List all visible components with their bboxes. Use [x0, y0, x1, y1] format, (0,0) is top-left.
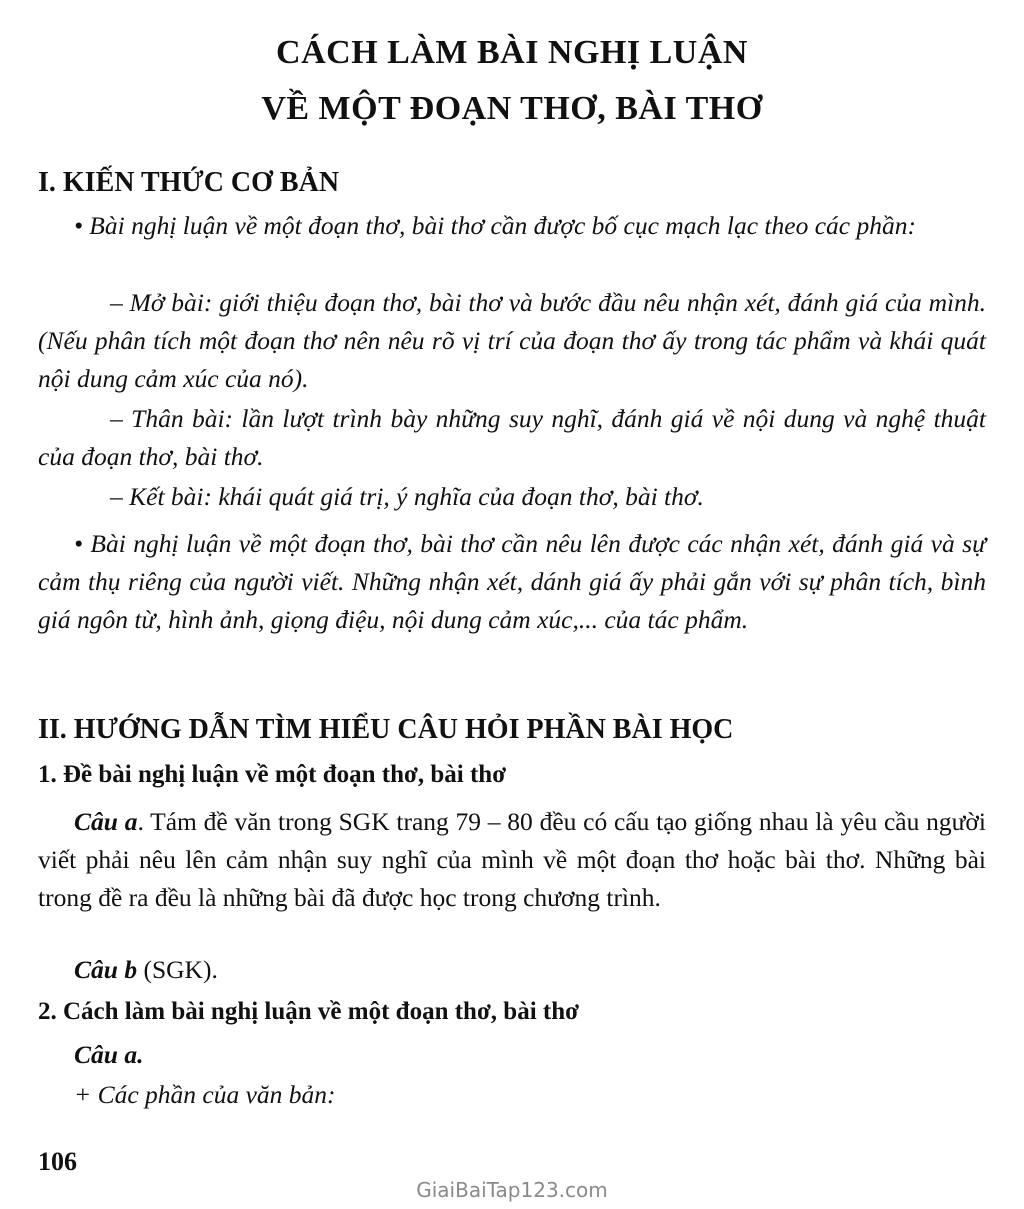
page-number: 106 — [38, 1147, 77, 1176]
section2-heading: II. HƯỚNG DẪN TÌM HIỂU CÂU HỎI PHẦN BÀI HỌC — [38, 714, 734, 745]
cau-a2-paragraph — [38, 1036, 986, 1074]
section2-sub-2: 2. Cách làm bài nghị luận về một đoạn thơ, bài thơ — [38, 998, 579, 1025]
section1-heading: I. KIẾN THỨC CƠ BẢN — [38, 167, 340, 198]
section1-than-bai: – Thân bài: lần lượt trình bày những suy nghĩ, đánh giá về nội dung và nghệ thuật của đoạn thơ, bài thơ. — [38, 404, 986, 471]
watermark: GiaiBaiTap123.com — [416, 1178, 608, 1202]
cau-a-text: . Tám đề văn trong SGK trang 79 – 80 đều có cấu tạo giống nhau là yêu cầu người viết phải nêu lên cảm nhận suy nghĩ của mình về một đoạn thơ hoặc bài thơ. Những bài trong đề ra đều là những bài đã được học trong chương trình. — [38, 807, 986, 912]
title-line-2: VỀ MỘT ĐOẠN THƠ, BÀI THƠ — [261, 90, 763, 127]
section1-bullet-2: • Bài nghị luận về một đoạn thơ, bài thơ cần nêu lên được các nhận xét, đánh giá và sự cảm thụ riêng của người viết. Những nhận xét, dánh giá ấy phải gắn với sự phân tích, bình giá ngôn từ, hình ảnh, giọng điệu, nội dung cảm xúc,... của tác phẩm. — [38, 529, 986, 634]
section1-mo-bai: – Mở bài: giới thiệu đoạn thơ, bài thơ và bước đầu nêu nhận xét, đánh giá của mình. (Nếu phân tích một đoạn thơ nên nêu rõ vị trí của đoạn thơ ấy trong tác phẩm và khái quát nội dung cảm xúc của nó). — [38, 288, 986, 393]
cau-b-text: (SGK). — [137, 955, 218, 984]
section2-sub-1: 1. Đề bài nghị luận về một đoạn thơ, bài thơ — [38, 761, 507, 788]
cau-a-paragraph — [38, 803, 986, 917]
cau-b-paragraph — [38, 951, 986, 989]
cau-b-label: Câu b — [74, 955, 138, 984]
cau-a-label: Câu a — [74, 807, 138, 836]
section1-ket-bai: – Kết bài: khái quát giá trị, ý nghĩa của đoạn thơ, bài thơ. — [110, 482, 704, 511]
cau-a2-label: Câu a. — [74, 1040, 144, 1069]
title-line-1: CÁCH LÀM BÀI NGHỊ LUẬN — [276, 34, 748, 71]
section1-bullet-1: • Bài nghị luận về một đoạn thơ, bài thơ cần được bố cục mạch lạc theo các phần: — [74, 211, 916, 240]
cac-phan-van-ban: + Các phần của văn bản: — [74, 1080, 336, 1109]
